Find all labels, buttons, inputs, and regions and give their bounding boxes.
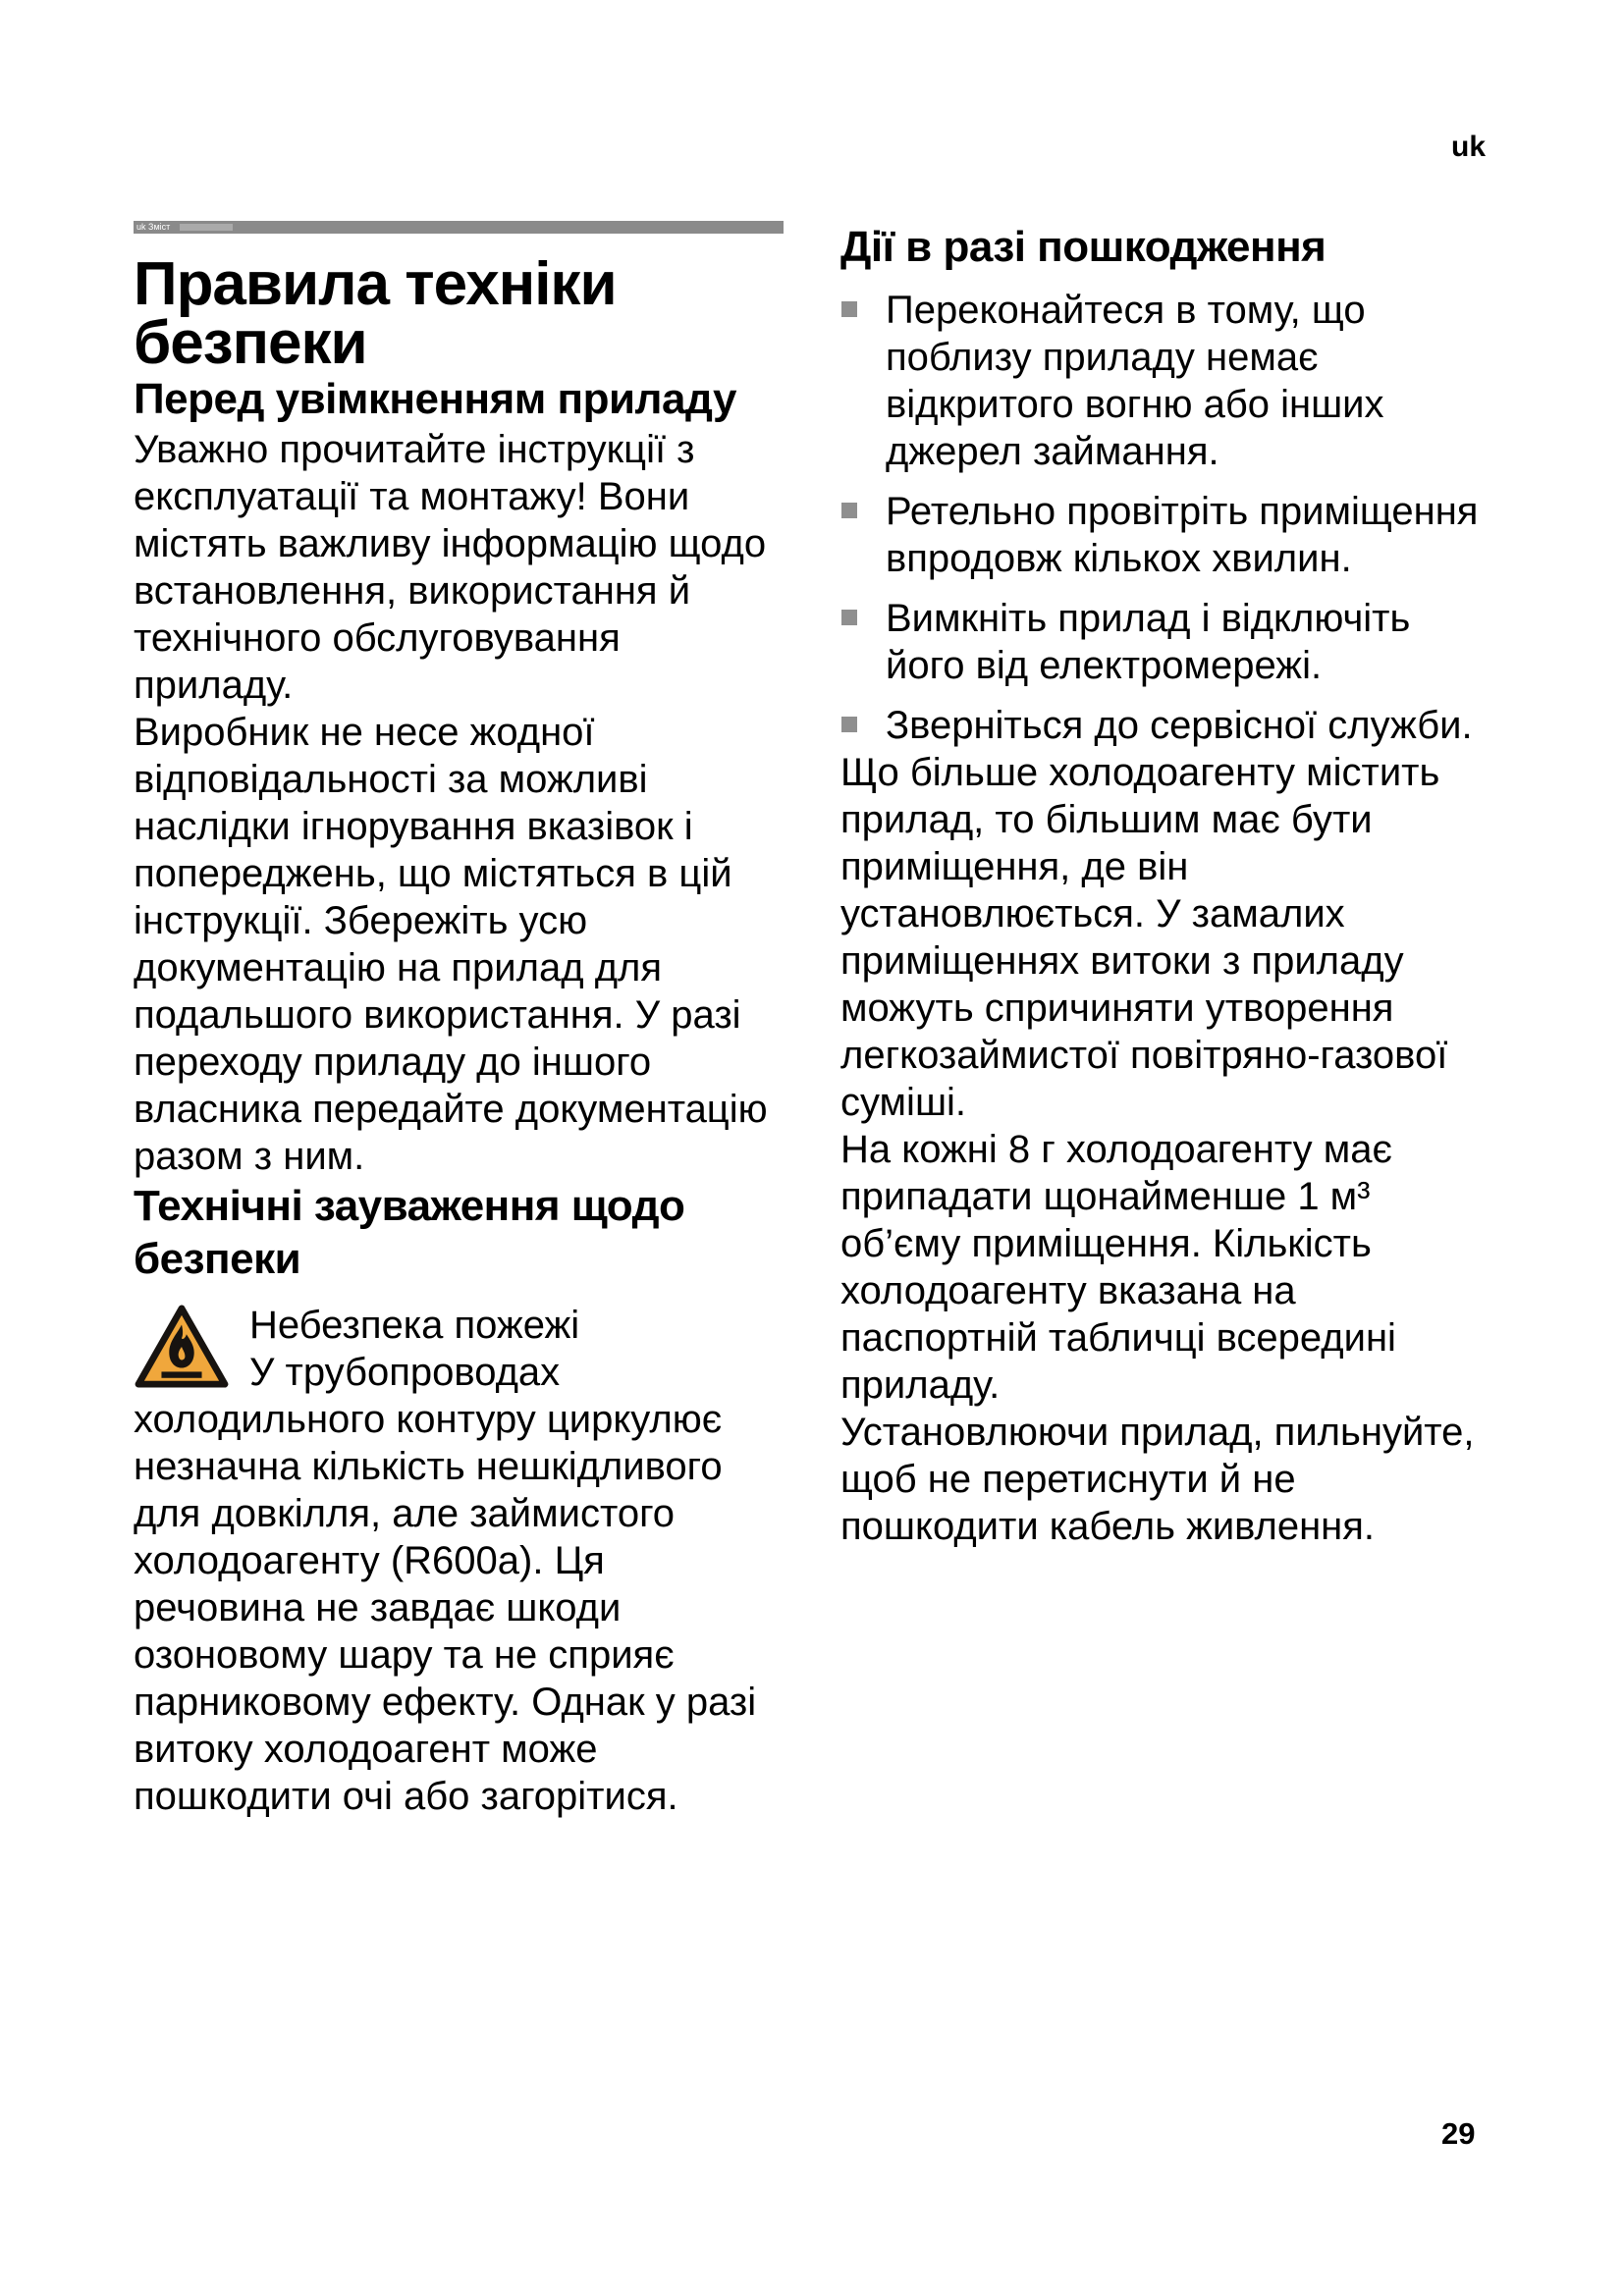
header-bar-smudge (180, 224, 233, 231)
paragraph-read-instructions: Уважно прочитайте інструкції з експлуатації та монтажу! Вони містять важливу інформацію щодо встановлення, використання й технічного обслуговування приладу. (134, 428, 767, 707)
bullet-square-icon (841, 610, 857, 625)
page-number: 29 (1441, 2116, 1476, 2151)
list-item (840, 595, 1490, 689)
list-item-text: Вимкніть прилад і відключіть його від електромережі. (886, 597, 1411, 687)
warning-body: У трубопроводах холодильного контуру циркулює незначна кількість нешкідливого для довкілля, але займистого холодоагенту (R600a). Ця речовина не завдає шкоди озоновому шару та не сприяє парниковому ефекту. Однак у разі витоку холодоагент може пошкодити очі або загорітися. (134, 1351, 757, 1818)
section-heading-before-switch-on: Перед увімкненням приладу (134, 375, 736, 423)
paragraph-power-cable: Установлюючи прилад, пильнуйте, щоб не перетиснути й не пошкодити кабель живлення. (840, 1411, 1475, 1548)
list-item (840, 702, 1490, 749)
section-heading-damage-actions: Дії в разі пошкодження (840, 223, 1326, 271)
list-item-text: Переконайтеся в тому, що поблизу приладу немає відкритого вогню або інших джерел займання. (886, 289, 1384, 473)
paragraph-refrigerant-volume: На кожні 8 г холодоагенту має припадати щонайменше 1 м³ об’єму приміщення. Кількість холодоагенту вказана на паспортній табличці всередині приладу. (840, 1128, 1396, 1407)
header-bar (134, 221, 784, 234)
page-title: Правила техніки безпеки (134, 250, 617, 377)
list-item (840, 287, 1490, 475)
language-marker: uk (1451, 131, 1487, 163)
paragraph-manufacturer-liability: Виробник не несе жодної відповідальності за можливі наслідки ігнорування вказівок і попереджень, що містяться в цій інструкції. Збережіть усю документацію на прилад для подальшого використання. У разі переходу приладу до іншого власника передайте документацію разом з ним. (134, 711, 768, 1178)
warning-title: Небезпека пожежі (249, 1304, 580, 1347)
paragraph-refrigerant-room-size: Що більше холодоагенту містить прилад, то більшим має бути приміщення, де він установлюється. У замалих приміщеннях витоки з приладу можуть спричиняти утворення легкозаймистої повітряно-газової суміші. (840, 751, 1448, 1124)
section-heading-technical-safety: Технічні зауваження щодо безпеки (134, 1182, 685, 1283)
left-column (134, 221, 784, 1820)
bullet-square-icon (841, 301, 857, 317)
damage-actions-list (840, 287, 1490, 749)
bullet-square-icon (841, 503, 857, 518)
warning-note (134, 1302, 784, 1820)
list-item (840, 488, 1490, 582)
header-bar-text: uk Зміст (136, 222, 171, 232)
bullet-square-icon (841, 717, 857, 732)
right-column (840, 221, 1490, 1550)
list-item-text: Зверніться до сервісної служби. (886, 704, 1473, 747)
flammable-warning-triangle-icon (134, 1304, 230, 1390)
list-item-text: Ретельно провітріть приміщення впродовж кількох хвилин. (886, 490, 1479, 580)
